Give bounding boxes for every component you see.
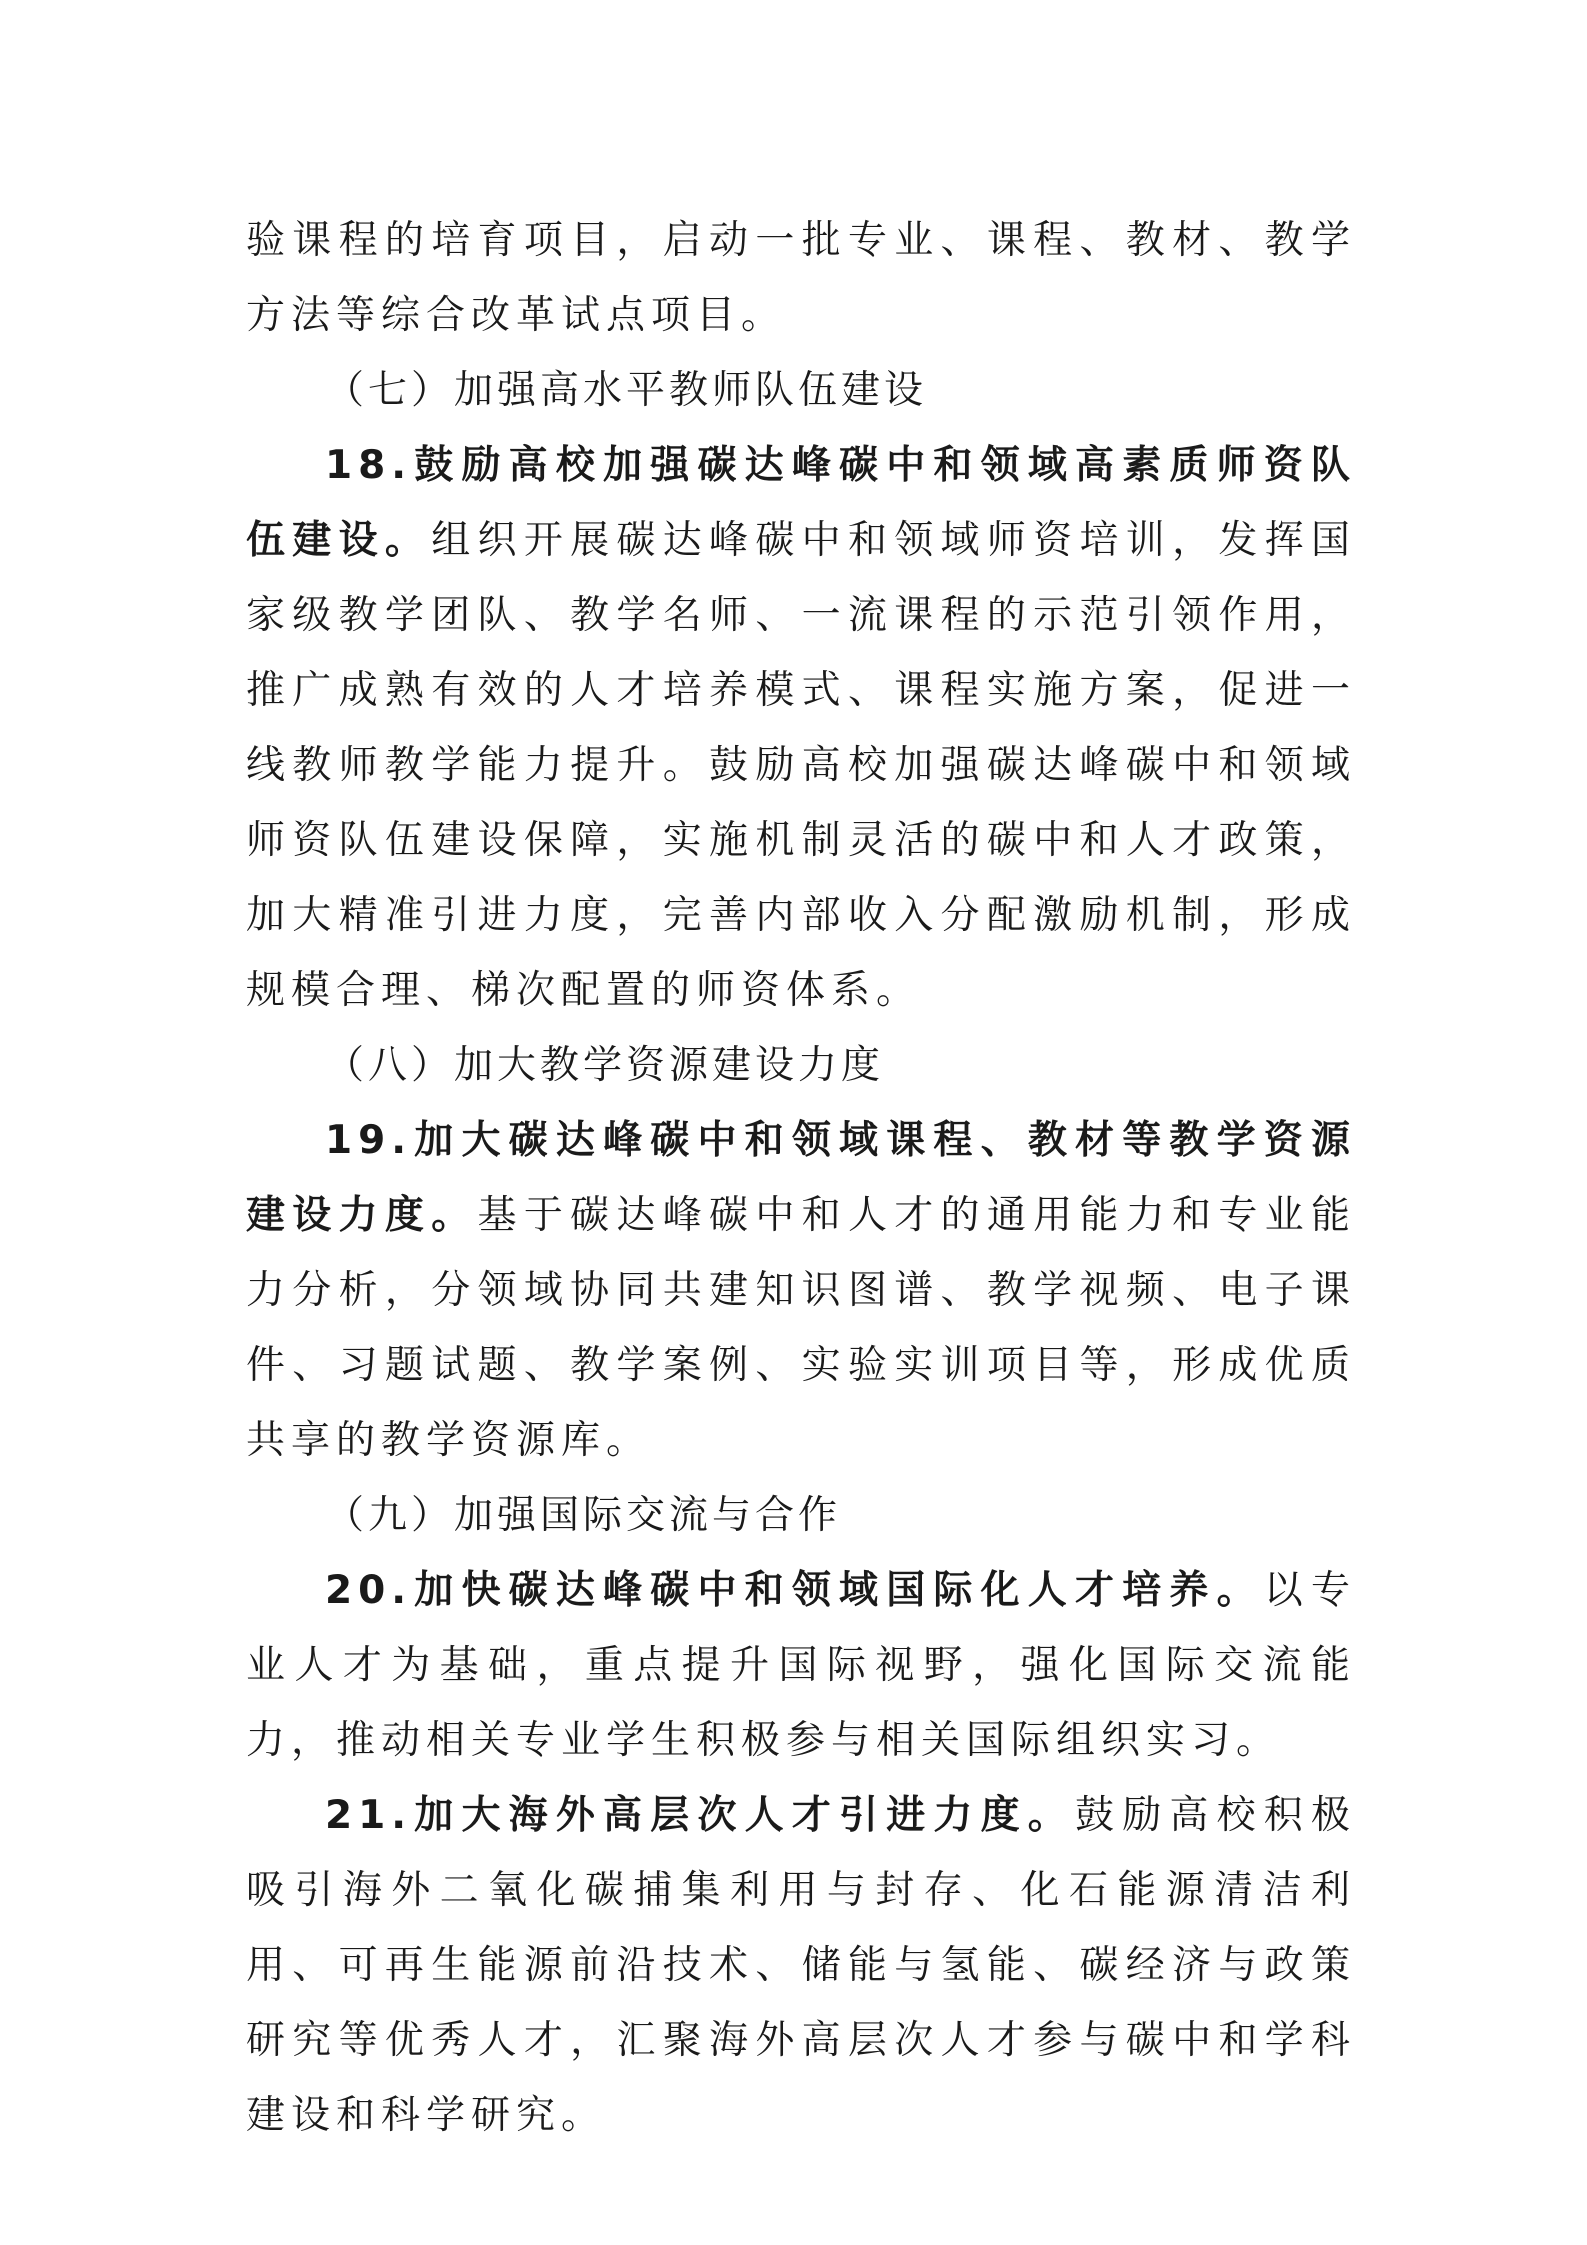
paragraph-19 — [246, 1103, 1356, 1478]
document-body — [246, 203, 1356, 2153]
paragraph-21-body: 鼓励高校积极吸引海外二氧化碳捕集利用与封存、化石能源清洁利用、可再生能源前沿技术、储能与氢能、碳经济与政策研究等优秀人才，汇聚海外高层次人才参与碳中和学科建设和科学研究。 — [246, 1793, 1356, 2138]
paragraph-20 — [246, 1553, 1356, 1778]
paragraph-19-body: 基于碳达峰碳中和人才的通用能力和专业能力分析，分领域协同共建知识图谱、教学视频、电子课件、习题试题、教学案例、实验实训项目等，形成优质共享的教学资源库。 — [246, 1193, 1356, 1463]
paragraph-21-lead: 21.加大海外高层次人才引进力度。 — [325, 1793, 1076, 1838]
paragraph-19-lead: 19.加大碳达峰碳中和领域课程、教材等教学资源建设力度。 — [246, 1118, 1356, 1238]
paragraph-continuation: 验课程的培育项目，启动一批专业、课程、教材、教学方法等综合改革试点项目。 — [246, 218, 1356, 338]
section-heading-9: （九）加强国际交流与合作 — [325, 1493, 842, 1538]
paragraph-18-body: 组织开展碳达峰碳中和领域师资培训，发挥国家级教学团队、教学名师、一流课程的示范引领作用，推广成熟有效的人才培养模式、课程实施方案，促进一线教师教学能力提升。鼓励高校加强碳达峰碳中和领域师资队伍建设保障，实施机制灵活的碳中和人才政策，加大精准引进力度，完善内部收入分配激励机制，形成规模合理、梯次配置的师资体系。 — [246, 518, 1356, 1013]
paragraph-21 — [246, 1778, 1356, 2153]
section-heading-8: （八）加大教学资源建设力度 — [325, 1043, 885, 1088]
paragraph-20-lead: 20.加快碳达峰碳中和领域国际化人才培养。 — [325, 1568, 1264, 1613]
paragraph-18-lead: 18.鼓励高校加强碳达峰碳中和领域高素质师资队伍建设。 — [246, 443, 1356, 563]
section-heading-7: （七）加强高水平教师队伍建设 — [325, 368, 928, 413]
paragraph-20-body: 以专业人才为基础，重点提升国际视野，强化国际交流能力，推动相关专业学生积极参与相关国际组织实习。 — [246, 1568, 1356, 1763]
paragraph-18 — [246, 428, 1356, 1028]
